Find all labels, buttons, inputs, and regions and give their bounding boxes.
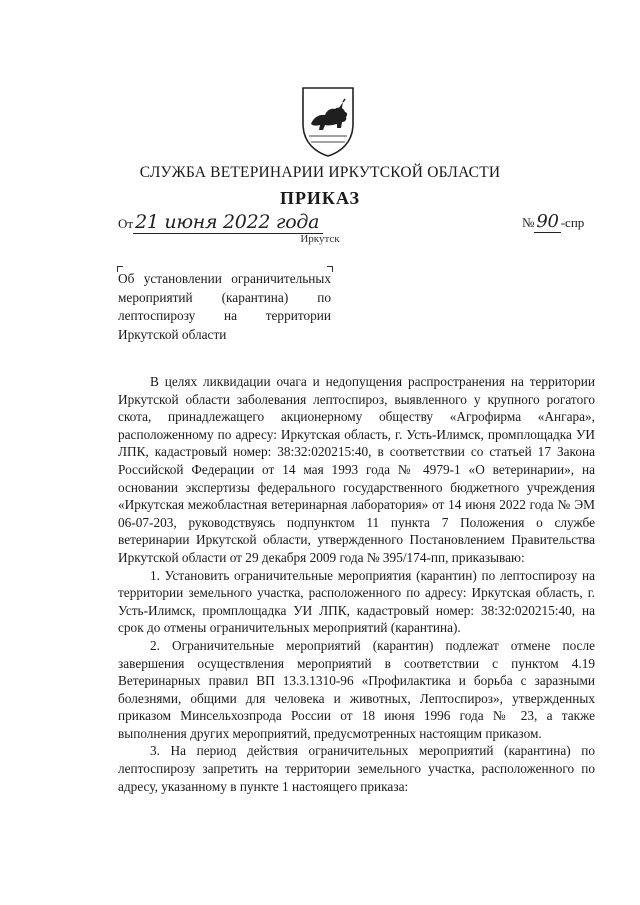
document-body bbox=[118, 373, 595, 795]
city-name: Иркутск bbox=[300, 233, 340, 245]
number-prefix: № bbox=[522, 215, 535, 230]
clause-1-paragraph: 1. Установить ограничительные мероприятия (карантин) по лептоспирозу на территории земельного участка, расположенного по адресу: Иркутская область, г. Усть-Илимск, промплощадка УИ ЛПК, кадастровый номер: 38:32:020215:40, на срок до отмены ограничительных мероприятий (карантина). bbox=[118, 567, 595, 636]
clause-3-paragraph: 3. На период действия ограничительных мероприятий (карантина) по лептоспирозу запретить на территории земельного участка, расположенного по адресу, указанному в пункте 1 настоящего приказа: bbox=[118, 743, 595, 794]
date-handwritten: 21 июня 2022 года bbox=[133, 211, 323, 234]
number-handwritten: 90 bbox=[536, 211, 559, 232]
coat-of-arms-icon bbox=[297, 84, 359, 158]
order-date bbox=[118, 211, 323, 233]
order-number bbox=[522, 211, 584, 232]
agency-name: СЛУЖБА ВЕТЕРИНАРИИ ИРКУТСКОЙ ОБЛАСТИ bbox=[139, 164, 501, 181]
document-subject: Об установлении ограничительных мероприятий (карантина) по лептоспирозу на территории Иркутской области bbox=[118, 271, 331, 342]
document-type: ПРИКАЗ bbox=[279, 188, 361, 208]
date-prefix: От bbox=[118, 216, 134, 231]
number-suffix: -спр bbox=[560, 215, 585, 230]
clause-2-paragraph: 2. Ограничительные мероприятий (карантин) подлежат отмене после завершения осуществления мероприятий в соответствии с пунктом 4.19 Ветеринарных правил ВП 13.3.1310-96 «Профилактика и борьба с заразными болезнями, общими для человека и животных, Лептоспироз», утвержденных приказом Минсельхозпрода России от 18 июня 1996 года № 23, а также выполнения других мероприятий, предусмотренных настоящим приказом. bbox=[118, 637, 595, 741]
preamble-paragraph: В целях ликвидации очага и недопущения распространения на территории Иркутской области заболевания лептоспироз, выявленного у крупного рогатого скота, принадлежащего акционерному обществу «Агрофирма «Ангара», расположенному по адресу: Иркутская область, г. Усть-Илимск, промплощадка УИ ЛПК, кадастровый номер: 38:32:020215:40, в соответствии со статьей 17 Закона Российской Федерации от 14 мая 1993 года № 4979-1 «О ветеринарии», на основании экспертизы федерального государственного бюджетного учреждения «Иркутская межобластная ветеринарная лаборатория» от 14 июня 2022 года № ЭМ 06-07-203, руководствуясь подпунктом 11 пункта 7 Положения о службе ветеринарии Иркутской области, утвержденного Постановлением Правительства Иркутской области от 29 декабря 2009 года № 395/174-пп, приказываю: bbox=[118, 374, 595, 565]
